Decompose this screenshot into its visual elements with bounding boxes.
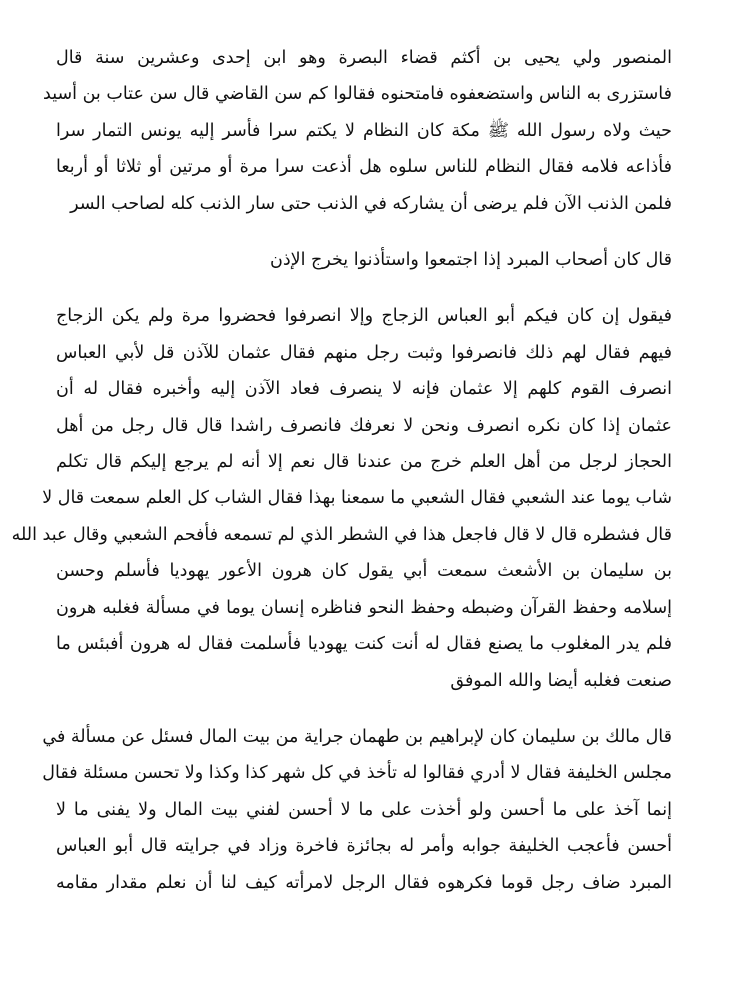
text-line: فلم يدر المغلوب ما يصنع فقال له أنت كنت يهوديا فأسلمت فقال له هرون أفبئس ما <box>56 634 672 655</box>
text-line: حيث ولاه رسول الله ﷺ مكة كان النظام لا يكتم سرا فأسر إليه يونس التمار سرا <box>56 120 672 141</box>
text-line: فيهم فقال لهم ذلك فانصرفوا وثبت رجل منهم فقال عثمان للآذن قل لأبي العباس <box>56 342 672 363</box>
text-line: بن سليمان بن الأشعث سمعت أبي يقول كان هرون الأعور يهوديا فأسلم وحسن <box>56 561 672 582</box>
text-line: عثمان إذا كان نكره انصرف ونحن لا نعرفك فانصرف راشدا قال قال رجل من أهل <box>56 415 672 436</box>
paragraph-4 <box>42 719 672 901</box>
text-line: المبرد ضاف رجل قوما فكرهوه فقال الرجل لامرأته كيف لنا أن نعلم مقدار مقامه <box>56 872 672 893</box>
text-line: قال كان أصحاب المبرد إذا اجتمعوا واستأذنوا يخرج الإذن <box>270 250 672 271</box>
text-line: فأذاعه فلامه فقال النظام للناس سلوه هل أذعت سرا مرة أو مرتين أو ثلاثا أو أربعا <box>56 157 672 178</box>
paragraph-3 <box>11 298 672 698</box>
text-line: شاب يوما عند الشعبي فقال الشعبي ما سمعنا بهذا فقال الشاب كل العلم سمعت قال لا <box>42 488 672 509</box>
text-line: مجلس الخليفة فقال لا أدري فقالوا له تأخذ في كل شهر كذا وكذا ولا تحسن مسئلة فقال <box>42 763 672 784</box>
text-line: فيقول إن كان فيكم أبو العباس الزجاج وإلا انصرفوا فحضروا مرة ولم يكن الزجاج <box>56 306 672 327</box>
text-line: فاستزرى به الناس واستضعفوه فامتحنوه فقالوا كم سن القاضي قال سن عتاب بن أسيد <box>43 84 672 105</box>
text-line: صنعت فغلبه أيضا والله الموفق <box>450 670 672 691</box>
paragraph-1 <box>43 40 672 222</box>
text-line: إسلامه وحفظ القرآن وضبطه وحفظ النحو فناظره إنسان يوما في مسألة فغلبه هرون <box>56 597 672 618</box>
text-line: فلمن الذنب الآن فلم يرضى أن يشاركه في الذنب حتى سار الذنب كله لصاحب السر <box>70 193 672 214</box>
text-line: قال فشطره قال لا قال فاجعل هذا في الشطر الذي لم تسمعه فأفحم الشعبي وقال عبد الله <box>11 524 672 545</box>
text-line: الحجاز لرجل من أهل العلم خرج من عندنا قال نعم إلا أنه لم يرجع إليكم قال تكلم <box>56 452 672 473</box>
text-line: المنصور ولي يحيى بن أكثم قضاء البصرة وهو ابن إحدى وعشرين سنة قال <box>56 48 672 68</box>
text-line: انصرف القوم كلهم إلا عثمان فإنه لا ينصرف فعاد الآذن إليه وأخبره فقال له أن <box>56 379 672 400</box>
text-line: أحسن فأعجب الخليفة جوابه وأمر له بجائزة فاخرة وزاد في جرايته قال أبو العباس <box>56 836 672 857</box>
text-line: إنما آخذ على ما أحسن ولو أخذت على ما لا أحسن لفني بيت المال ولا يفنى ما لا <box>56 799 672 820</box>
text-line: قال مالك بن سليمان كان لإبراهيم بن طهمان جراية من بيت المال فسئل عن مسألة في <box>42 726 672 747</box>
paragraph-2 <box>56 242 672 278</box>
